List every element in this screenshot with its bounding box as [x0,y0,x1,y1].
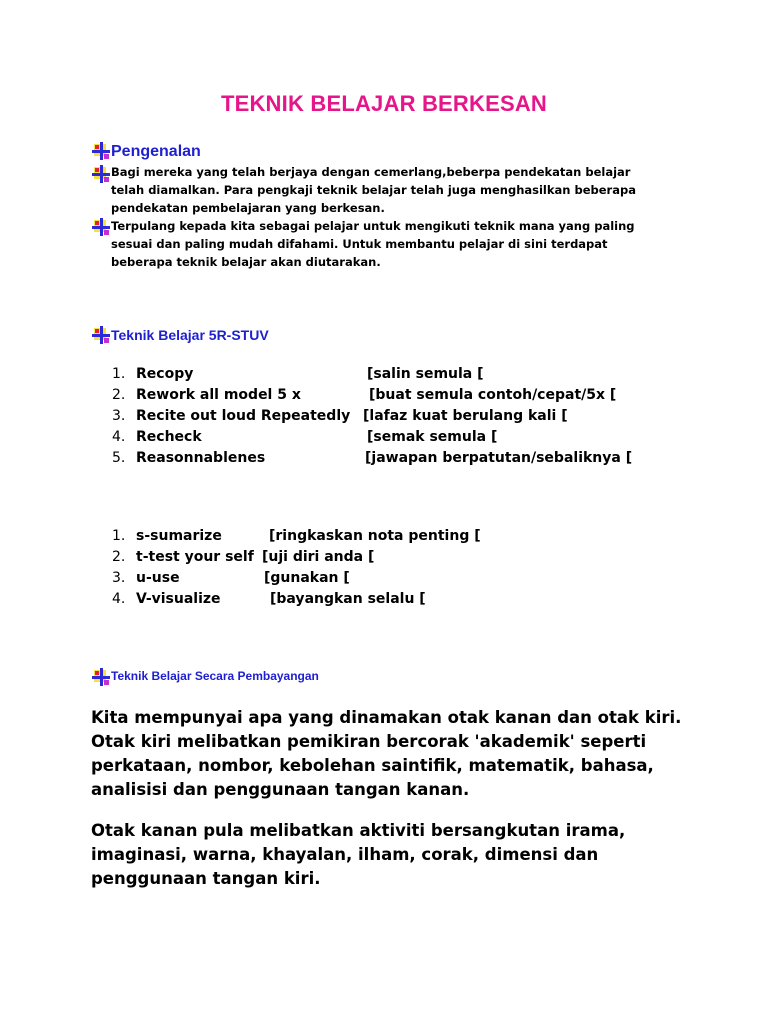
plus-bullet-icon [91,164,111,184]
list-meaning: [gunakan [ [264,570,350,586]
plus-bullet-icon [91,325,111,345]
list-meaning: [ringkaskan nota penting [ [269,528,481,544]
list-number: 2. [112,387,126,403]
list-term: Rework all model 5 x [136,387,301,403]
intro-paragraph-2-line-3: beberapa teknik belajar akan diutarakan. [111,255,381,269]
list-term: u-use [136,570,180,586]
stuv-list [112,526,672,614]
intro-paragraph-1-line-3: pendekatan pembelajaran yang berkesan. [111,201,385,215]
body-paragraph-2: Otak kanan pula melibatkan aktiviti bersangkutan irama, imaginasi, warna, khayalan, ilham, corak, dimensi dan penggunaan tangan kiri. [91,821,626,888]
list-term: s-sumarize [136,528,222,544]
list-number: 5. [112,450,126,466]
list-meaning: [semak semula [ [367,429,498,445]
five-r-list [112,364,672,474]
list-meaning: [lafaz kuat berulang kali [ [363,408,568,424]
intro-paragraph-2-line-2: sesuai dan paling mudah difahami. Untuk membantu pelajar di sini terdapat [111,237,608,251]
list-number: 4. [112,591,126,607]
list-meaning: [jawapan berpatutan/sebaliknya [ [365,450,633,466]
plus-bullet-icon [91,217,111,237]
list-term: Reasonnablenes [136,450,266,466]
intro-paragraph-1-line-2: telah diamalkan. Para pengkaji teknik belajar telah juga menghasilkan beberapa [111,183,636,197]
intro-paragraph-2-line-1: Terpulang kepada kita sebagai pelajar untuk mengikuti teknik mana yang paling [111,219,635,233]
list-number: 4. [112,429,126,445]
list-number: 3. [112,408,126,424]
list-number: 1. [112,366,126,382]
page-title: TEKNIK BELAJAR BERKESAN [220,91,548,116]
list-term: Recite out loud Repeatedly [136,408,351,424]
list-number: 1. [112,528,126,544]
list-meaning: [salin semula [ [367,366,484,382]
intro-paragraph-1-line-1: Bagi mereka yang telah berjaya dengan cemerlang,beberpa pendekatan belajar [111,165,631,179]
list-term: Recopy [136,366,194,382]
list-term: t-test your self [136,549,254,565]
section-heading-pengenalan: Pengenalan [111,143,201,160]
section-heading-pembayangan: Teknik Belajar Secara Pembayangan [111,669,319,683]
plus-bullet-icon [91,667,111,687]
body-paragraph-1: Kita mempunyai apa yang dinamakan otak kanan dan otak kiri. Otak kiri melibatkan pemikiran bercorak 'akademik' seperti perkataan, nombor, kebolehan saintifik, matematik, bahasa, analisisi dan penggunaan tangan kanan. [91,708,682,799]
list-meaning: [bayangkan selalu [ [270,591,426,607]
list-meaning: [uji diri anda [ [262,549,375,565]
list-term: V-visualize [136,591,221,607]
list-number: 3. [112,570,126,586]
list-term: Recheck [136,429,202,445]
list-number: 2. [112,549,126,565]
plus-bullet-icon [91,141,111,161]
list-meaning: [buat semula contoh/cepat/5x [ [369,387,617,403]
section-heading-5r-stuv: Teknik Belajar 5R-STUV [111,327,269,343]
